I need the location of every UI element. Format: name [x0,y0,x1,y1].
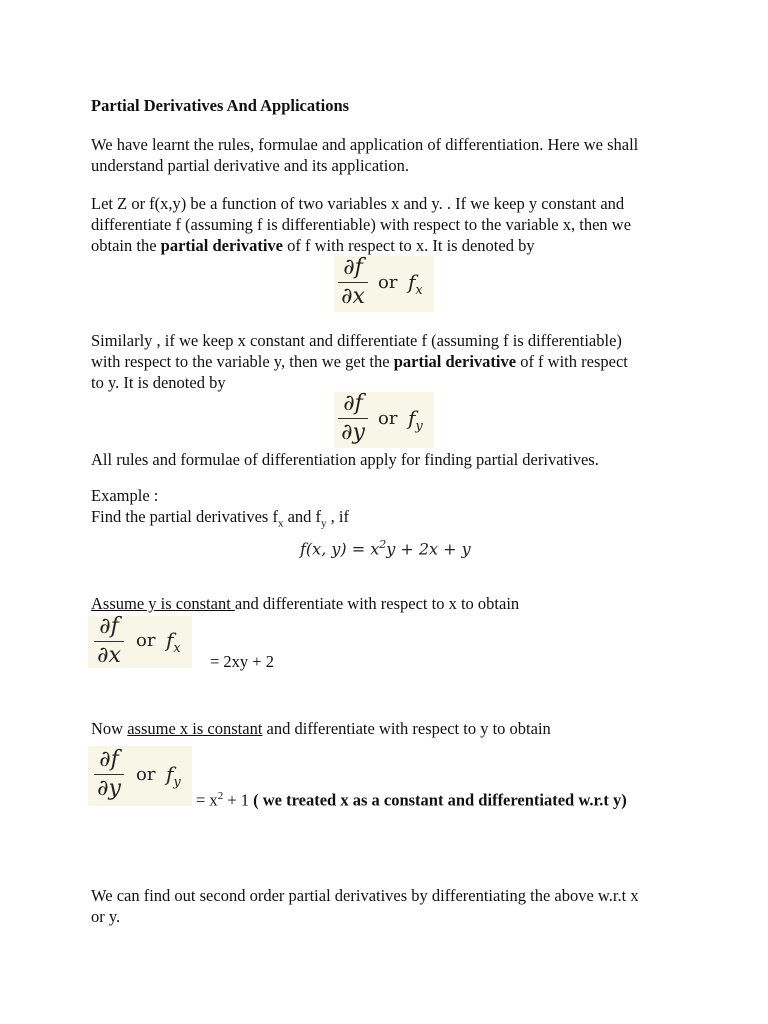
example-function-formula: f(x, $y) = x^2y + 2x + y$ [300,538,471,559]
para2-line1: Similarly , if we keep x constant and differentiate f (assuming f is differentiable) [91,331,622,350]
rules-note: All rules and formulae of differentiation apply for finding partial derivatives. [91,450,599,469]
closing-paragraph: We can find out second order partial derivatives by differentiating the above w.r.t x or y. [91,886,639,926]
definition-paragraph-y [91,330,691,393]
definition-paragraph-x [91,193,691,256]
step2-note: ( we treated x as a constant and differentiated w.r.t y) [253,790,627,810]
step1-instruction: Assume y is constant and differentiate with respect to x to obtain [91,594,520,613]
step2-result: = $x^2 + 1$ ( we treated x as a constant and differentiated w.r.t y) [196,790,627,810]
example-label: Example : [91,486,159,505]
step2-instruction: Now assume x is constant and differentiate with respect to y to obtain [91,719,551,738]
formula-partial-y-result: ∂f ∂y or $f_y$ [88,746,192,806]
partial-derivative-term: partial derivative [393,352,517,371]
para1-line2: differentiate f (assuming f is differentiable) with respect to the variable x, then we [91,215,632,234]
para1-line3: obtain the partial derivative of f with respect to x. It is denoted by [91,236,535,255]
formula-partial-y-notation: ∂f ∂y or $f_y$ [334,392,434,448]
step1-result: = 2xy + 2 [210,652,274,671]
formula-partial-x-notation: ∂f ∂x or $f_x$ [334,256,434,312]
partial-derivative-term: partial derivative [160,236,284,255]
example-task: Find the partial derivatives $f_x$ and $f_y$ , if [91,507,349,530]
intro-paragraph: We have learnt the rules, formulae and application of differentiation. Here we shall understand partial derivative and its application. [91,135,639,175]
para1-line1: Let Z or f(x,y) be a function of two variables x and y. . If we keep y constant and [91,194,625,213]
para2-line3: to y. It is denoted by [91,373,226,392]
formula-partial-x-result: ∂f ∂x or $f_x$ [88,616,192,668]
document-title: Partial Derivatives And Applications [91,96,350,115]
para2-line2: with respect to the variable y, then we get the partial derivative of f with respect [91,352,628,371]
